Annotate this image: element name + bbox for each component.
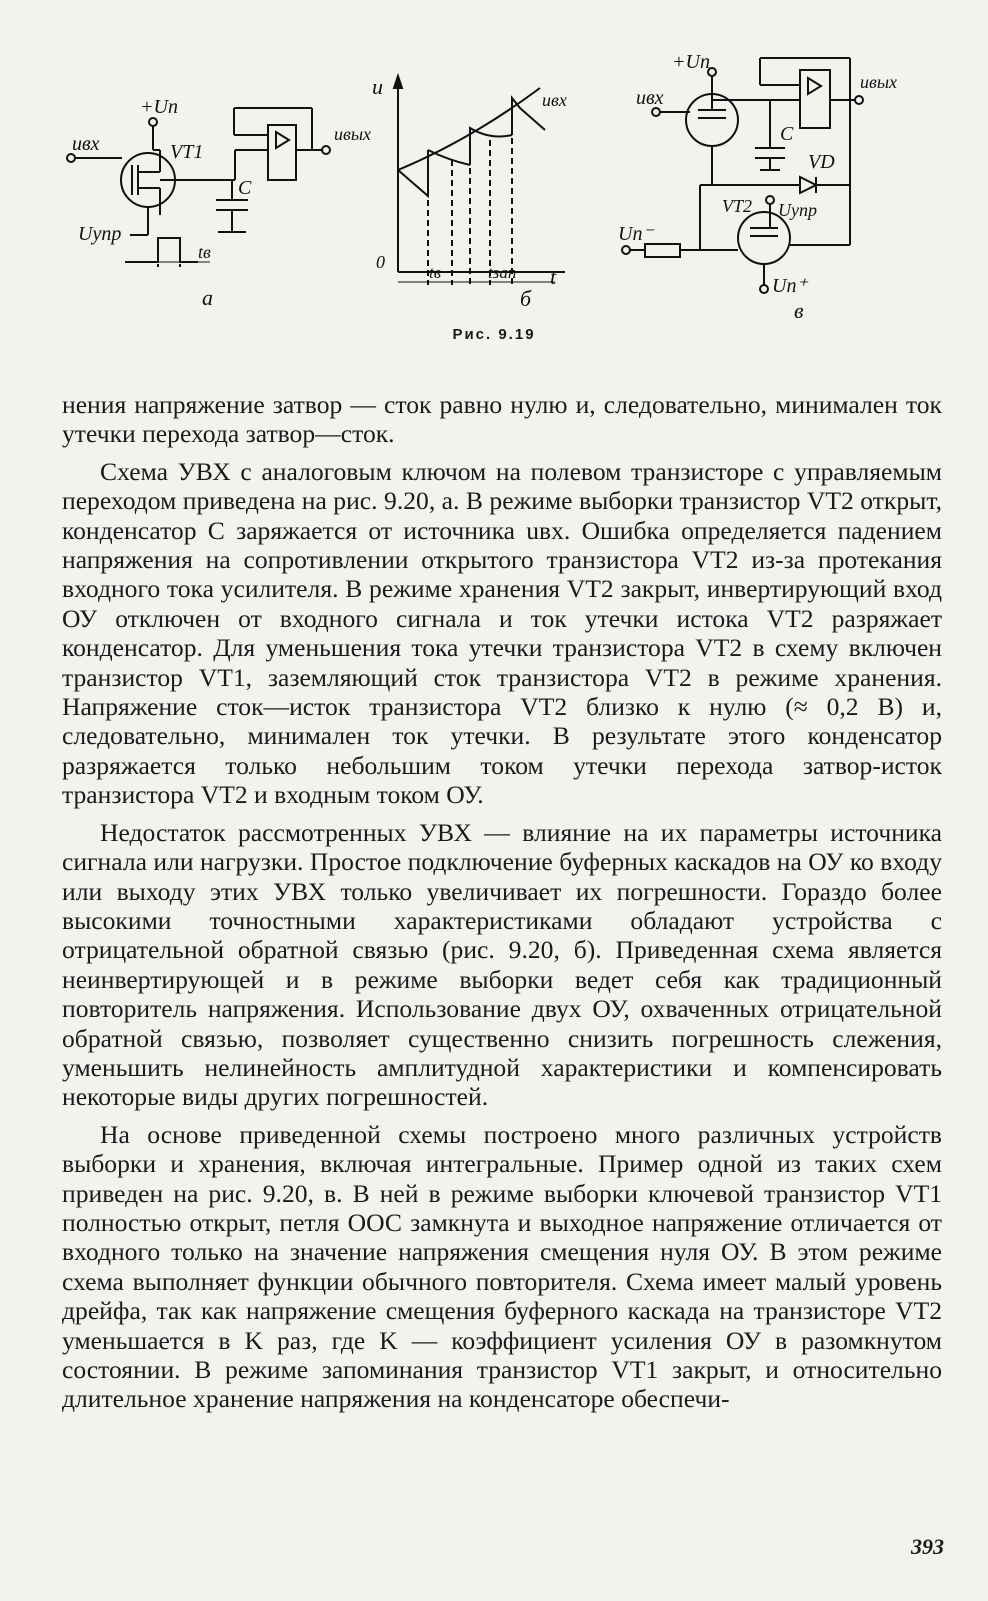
panel-a-control-label: Uупр [78, 223, 122, 245]
panel-b-origin-label: 0 [376, 252, 385, 272]
panel-b-x-axis-label: t [550, 264, 557, 289]
panel-c-neg-supply-label: Uп⁻ [618, 223, 653, 245]
panel-b-t-sample-label: tв [429, 263, 442, 282]
panel-c-input-label: uвх [636, 87, 664, 109]
paragraph: На основе приведенной схемы построено много различных устройств выборки и хранения, включая интегральные. Пример одной из таких схем приведен на рис. 9.20, в. В ней в режиме выборки ключевой транзистор VT1 полностью открыт, петля ООС замкнута и выходное напряжение отличается от входного только на значение напряжения смещения нуля ОУ. В этом режиме схема выполняет функции обычного повторителя. Схема имеет малый уровень дрейфа, так как напряжение смещения буферного каскада на транзисторе VT2 уменьшается в K раз, где K — коэффициент усиления ОУ в разомкнутом состоянии. В режиме запоминания транзистор VT1 закрыт, и относительно длительное хранение напряжения на конденсаторе обеспечи- [62, 1119, 942, 1414]
paragraph: Схема УВХ с аналоговым ключом на полевом транзисторе с управляемым переходом приведена на рис. 9.20, а. В режиме выборки транзистор VT2 открыт, конденсатор C заряжается от источника uвх. Ошибка определяется падением напряжения на сопротивлении открытого транзистора VT2 из-за протекания входного тока усилителя. В режиме хранения VT2 закрыт, инвертирующий вход ОУ отключен от входного сигнала и ток утечки истока VT2 разряжает конденсатор. Для уменьшения тока утечки транзистора VT2 в схему включен транзистор VT1, заземляющий сток транзистора VT2 в режиме хранения. Напряжение сток—исток транзистора VT2 близко к нулю (≈ 0,2 В) и, следовательно, минимален ток утечки. В результате этого конденсатор разряжается только небольшим током утечки перехода затвор-исток транзистора VT2 и входным током ОУ. [62, 456, 942, 810]
panel-b-graph [394, 76, 565, 285]
figure-9-19 [0, 0, 988, 370]
panel-a-capacitor-label: C [238, 177, 252, 199]
panel-c-pos-supply-label: Uп⁺ [772, 275, 807, 297]
page-body [62, 390, 942, 1422]
panel-b-input-curve-label: uвх [542, 90, 567, 110]
paragraph-continuation: нения напряжение затвор — сток равно нулю и, следовательно, минимален ток утечки перехода затвор—сток. [62, 390, 942, 449]
panel-c-capacitor-label: C [780, 123, 794, 145]
panel-a-output-label: uвых [334, 124, 371, 144]
panel-a-supply-label: +Uп [140, 96, 178, 118]
panel-b-y-axis-label: u [372, 74, 383, 99]
panel-c-letter: в [794, 298, 804, 323]
panel-b-letter: б [520, 286, 532, 311]
panel-c-transistor-label: VT2 [722, 196, 753, 216]
paragraph: Недостаток рассмотренных УВХ — влияние на их параметры источника сигнала или нагрузки. Простое подключение буферных каскадов на ОУ ко входу или выходу этих УВХ только увеличивает их погрешности. Гораздо более высокими точностными характеристиками обладают устройства с отрицательной обратной связью (рис. 9.20, б). Приведенная схема является неинвертирующей и в режиме выборки ведет себя как традиционный повторитель напряжения. Использование двух ОУ, охваченных отрицательной обратной связью, позволяет существенно снизить погрешность слежения, уменьшить нелинейность амплитудной характеристики и компенсировать некоторые виды других погрешностей. [62, 817, 942, 1112]
panel-a-input-label: uвх [72, 133, 100, 155]
panel-c-control-label: Uупр [778, 200, 817, 220]
panel-b-t-hold-label: tзап [488, 263, 517, 282]
panel-c-output-label: uвых [860, 72, 897, 92]
circuit-diagrams [0, 0, 988, 330]
panel-c-supply-label: +Uп [672, 51, 710, 73]
panel-c-diode-label: VD [808, 151, 835, 173]
panel-a-pulse-width-label: tв [198, 242, 211, 262]
page-number: 393 [911, 1534, 944, 1559]
panel-a-transistor-label: VT1 [170, 141, 204, 163]
figure-caption: Рис. 9.19 [452, 326, 536, 343]
panel-a-letter: а [202, 285, 213, 310]
